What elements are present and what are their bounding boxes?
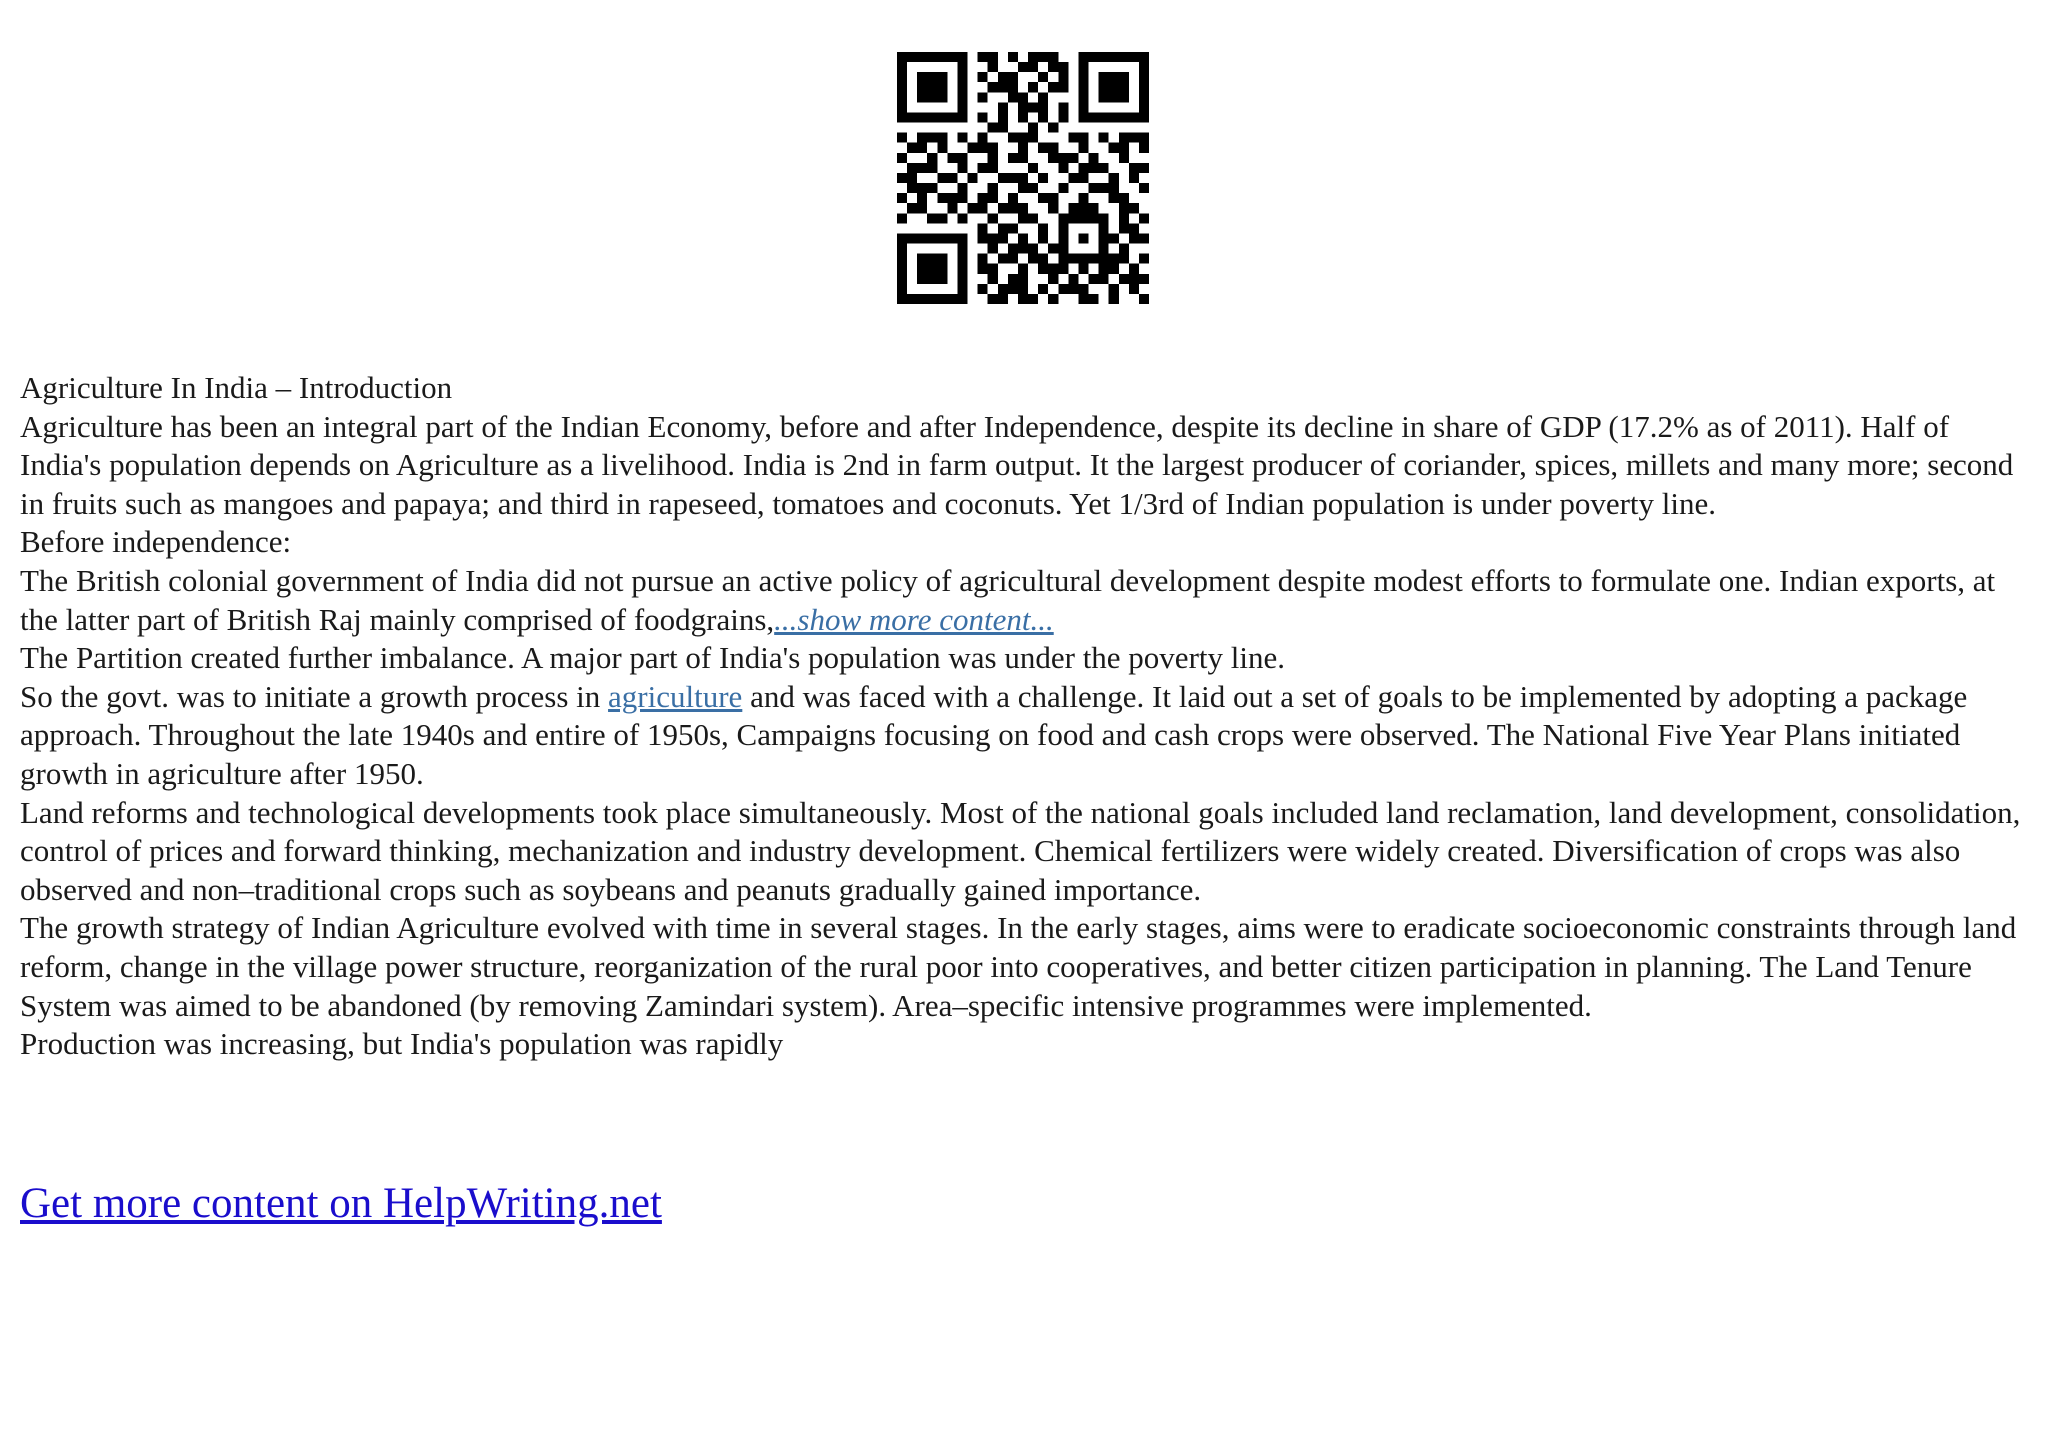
article-body	[20, 369, 2035, 1064]
section-heading-before-independence: Before independence:	[20, 524, 292, 560]
paragraph-growth-text-start: So the govt. was to initiate a growth process in	[20, 678, 609, 714]
paragraph-intro: Agriculture has been an integral part of the Indian Economy, before and after Independence, despite its decline in share of GDP (17.2% as of 2011). Half of India's population depends on Agriculture as a livelihood. India is 2nd in farm output. It the largest producer of coriander, spices, millets and many more; second in fruits such as mangoes and papaya; and third in rapeseed, tomatoes and coconuts. Yet 1/3rd of Indian population is under poverty line.	[20, 408, 2014, 521]
article-title: Agriculture In India – Introduction	[20, 370, 453, 405]
paragraph-growth-text-end: and was faced with a challenge. It laid out a set of goals to be implemented by adopting a package approach. Throughout the late 1940s and entire of 1950s, Campaigns focusing on food and cash crops were observed. The National Five Year Plans initiated growth in agriculture after 1950.	[20, 678, 1968, 791]
helpwriting-promo-link[interactable]: Get more content on HelpWriting.net	[20, 1180, 662, 1227]
show-more-link[interactable]: ...show more content...	[774, 601, 1054, 637]
agriculture-link[interactable]: agriculture	[608, 678, 743, 714]
paragraph-colonial	[20, 562, 2035, 639]
qr-code-graphic	[897, 52, 1149, 304]
paragraph-colonial-text: The British colonial government of India did not pursue an active policy of agricultural development despite modest efforts to formulate one. Indian exports, at the latter part of British Raj mainly comprised of foodgrains,	[20, 562, 1996, 637]
paragraph-growth-process	[20, 678, 2035, 794]
paragraph-land-reforms: Land reforms and technological developments took place simultaneously. Most of the national goals included land reclamation, land development, consolidation, control of prices and forward thinking, mechanization and industry development. Chemical fertilizers were widely created. Diversification of crops was also observed and non–traditional crops such as soybeans and peanuts gradually gained importance.	[20, 794, 2021, 907]
paragraph-production: Production was increasing, but India's population was rapidly	[20, 1026, 784, 1062]
qr-code-icon	[897, 52, 1149, 304]
paragraph-growth-strategy: The growth strategy of Indian Agriculture evolved with time in several stages. In the early stages, aims were to eradicate socioeconomic constraints through land reform, change in the village power structure, reorganization of the rural poor into cooperatives, and better citizen participation in planning. The Land Tenure System was aimed to be abandoned (by removing Zamindari system). Area–specific intensive programmes were implemented.	[20, 910, 2017, 1023]
paragraph-partition: The Partition created further imbalance. A major part of India's population was under the poverty line.	[20, 640, 1285, 676]
